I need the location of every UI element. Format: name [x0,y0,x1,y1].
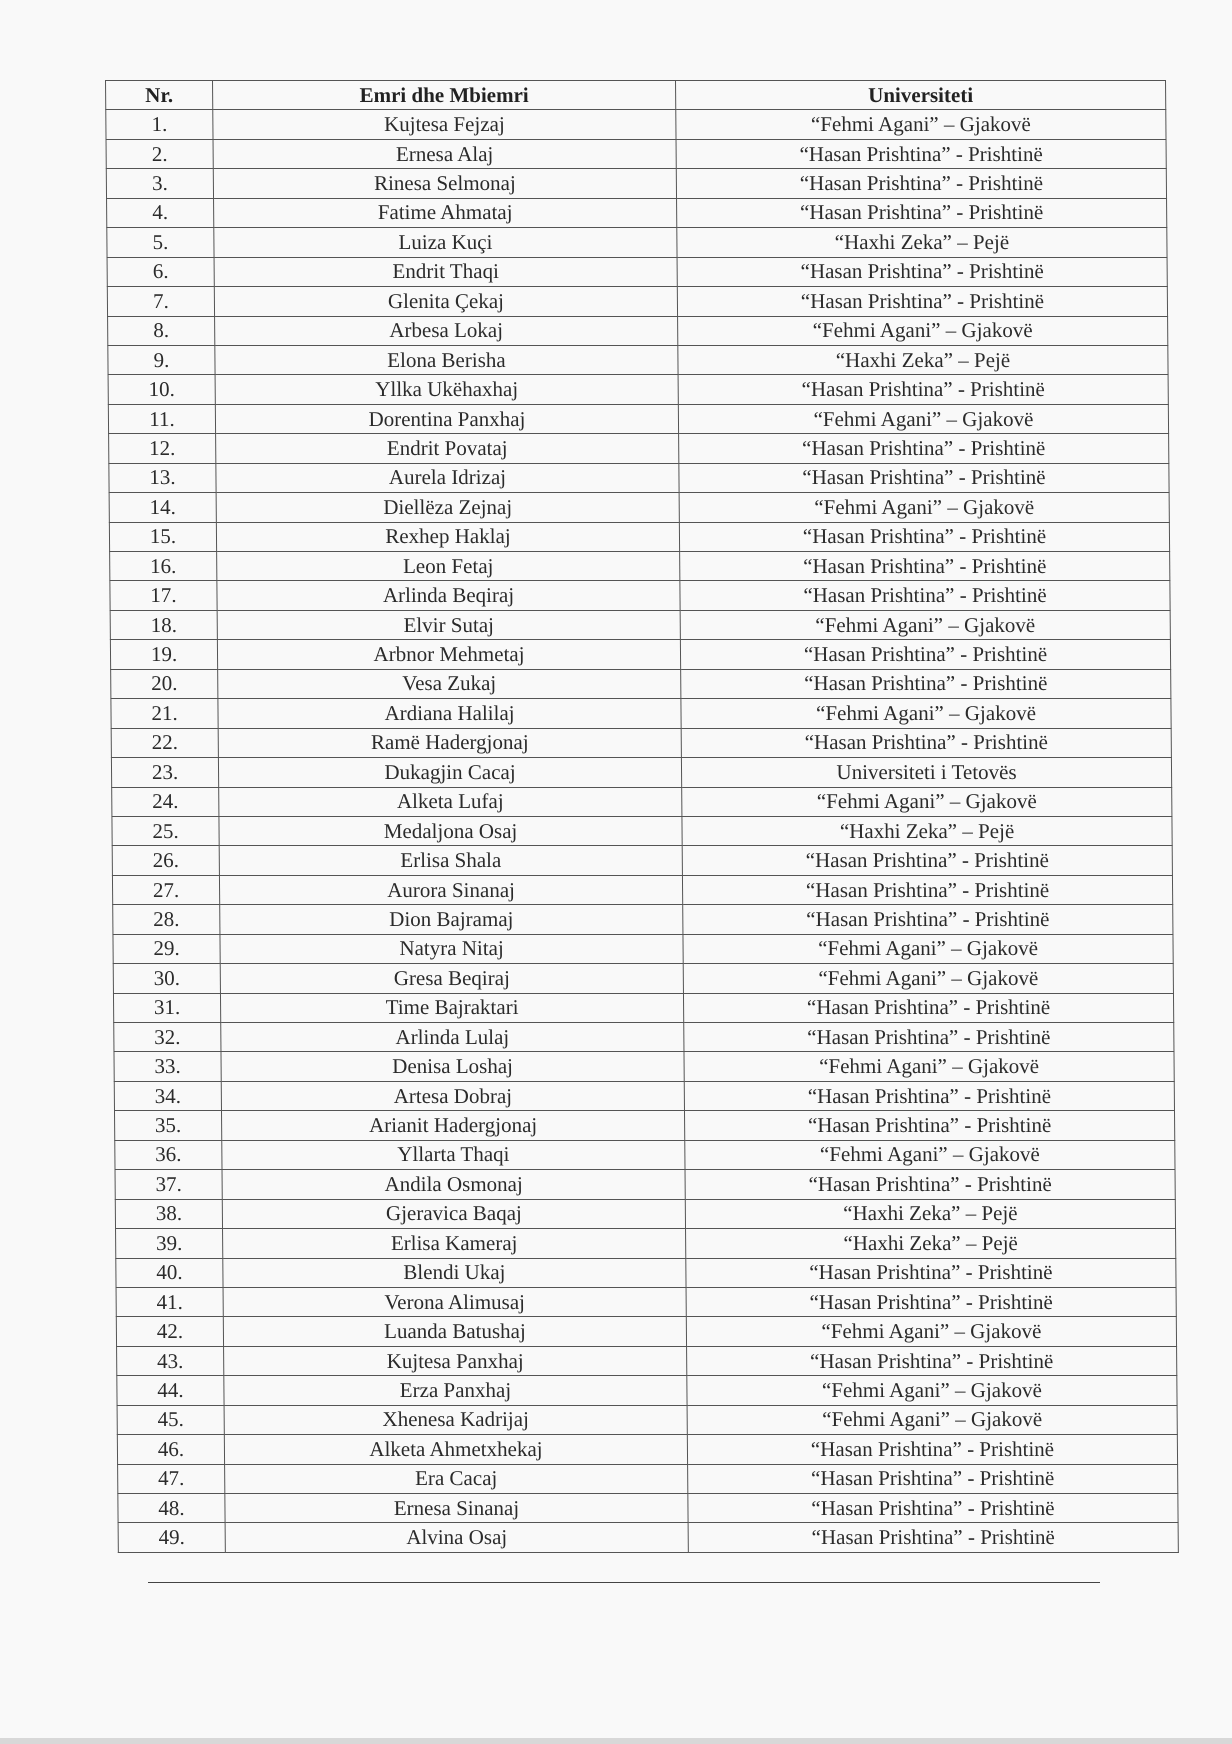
table-row [107,257,1167,286]
table-row [114,1111,1174,1140]
university-name: “Fehmi Agani” – Gjakovë [678,404,1168,433]
table-row [108,375,1168,404]
table-row [114,1081,1174,1110]
table-row [109,463,1169,492]
table-row [113,964,1173,993]
university-name: “Fehmi Agani” – Gjakovë [679,493,1169,522]
row-number: 31. [113,993,220,1022]
student-name: Dukagjin Cacaj [218,758,681,787]
row-number: 23. [111,758,218,787]
table-row [116,1258,1176,1287]
row-number: 34. [114,1081,221,1110]
student-name: Arianit Hadergjonaj [221,1111,684,1140]
university-name: “Hasan Prishtina” - Prishtinë [677,257,1167,286]
row-number: 27. [112,875,219,904]
row-number: 43. [117,1346,224,1375]
university-name: “Hasan Prishtina” - Prishtinë [679,434,1169,463]
table-row [112,816,1172,845]
table-row [106,110,1166,139]
row-number: 38. [115,1199,222,1228]
table-row [110,581,1170,610]
student-name: Denisa Loshaj [221,1052,684,1081]
row-number: 8. [108,316,215,345]
student-name: Erlisa Kameraj [223,1229,686,1258]
row-number: 10. [108,375,215,404]
row-number: 3. [106,169,213,198]
university-name: “Fehmi Agani” – Gjakovë [683,964,1173,993]
header-university: Universiteti [676,81,1166,110]
row-number: 33. [114,1052,221,1081]
row-number: 30. [113,964,220,993]
student-name: Alketa Ahmetxhekaj [224,1435,687,1464]
student-list-table [105,80,1179,1553]
student-name: Yllka Ukëhaxhaj [215,375,678,404]
university-name: “Hasan Prishtina” - Prishtinë [688,1523,1178,1552]
university-name: “Hasan Prishtina” - Prishtinë [688,1494,1178,1523]
row-number: 9. [108,345,215,374]
university-name: “Hasan Prishtina” - Prishtinë [686,1287,1176,1316]
student-name: Elvir Sutaj [217,610,680,639]
table-row [116,1229,1176,1258]
table-row [108,345,1168,374]
university-name: “Hasan Prishtina” - Prishtinë [684,1081,1174,1110]
university-name: “Fehmi Agani” – Gjakovë [676,110,1166,139]
table-row [113,993,1173,1022]
university-name: “Fehmi Agani” – Gjakovë [683,934,1173,963]
student-name: Glenita Çekaj [214,287,677,316]
student-name: Natyra Nitaj [220,934,683,963]
table-row [108,316,1168,345]
university-name: “Haxhi Zeka” – Pejë [677,228,1167,257]
row-number: 36. [115,1140,222,1169]
university-name: “Fehmi Agani” – Gjakovë [678,316,1168,345]
table-row [117,1376,1177,1405]
table-row [106,139,1166,168]
table-row [107,228,1167,257]
table-row [110,640,1170,669]
table-row [118,1464,1178,1493]
student-name: Rinesa Selmonaj [213,169,676,198]
row-number: 2. [106,139,213,168]
university-name: “Hasan Prishtina” - Prishtinë [687,1435,1177,1464]
row-number: 4. [107,198,214,227]
table-row [116,1317,1176,1346]
student-name: Leon Fetaj [217,552,680,581]
university-name: “Hasan Prishtina” - Prishtinë [680,581,1170,610]
table-body [106,110,1179,1552]
row-number: 14. [109,493,216,522]
student-name: Ernesa Alaj [213,139,676,168]
row-number: 25. [112,816,219,845]
university-name: “Hasan Prishtina” - Prishtinë [677,287,1167,316]
university-name: “Haxhi Zeka” – Pejë [685,1199,1175,1228]
table-row [116,1287,1176,1316]
student-name: Xhenesa Kadrijaj [224,1405,687,1434]
table-row [115,1199,1175,1228]
row-number: 42. [116,1317,223,1346]
row-number: 20. [111,669,218,698]
row-number: 17. [110,581,217,610]
student-name: Rexhep Haklaj [216,522,679,551]
row-number: 37. [115,1170,222,1199]
student-name: Aurora Sinanaj [219,875,682,904]
table-row [118,1494,1178,1523]
student-name: Blendi Ukaj [223,1258,686,1287]
university-name: “Hasan Prishtina” - Prishtinë [676,139,1166,168]
row-number: 1. [106,110,213,139]
table-row [106,169,1166,198]
row-number: 6. [107,257,214,286]
row-number: 21. [111,699,218,728]
table-row [117,1346,1177,1375]
row-number: 24. [112,787,219,816]
table-row [112,875,1172,904]
row-number: 16. [110,552,217,581]
university-name: “Hasan Prishtina” - Prishtinë [679,463,1169,492]
table-row [109,493,1169,522]
header-nr: Nr. [106,81,213,110]
row-number: 48. [118,1494,225,1523]
row-number: 28. [113,905,220,934]
row-number: 32. [114,1023,221,1052]
university-name: “Haxhi Zeka” – Pejë [678,345,1168,374]
row-number: 44. [117,1376,224,1405]
university-name: “Hasan Prishtina” - Prishtinë [678,375,1168,404]
student-name: Arbesa Lokaj [215,316,678,345]
student-name: Yllarta Thaqi [222,1140,685,1169]
university-name: “Haxhi Zeka” – Pejë [682,816,1172,845]
student-name: Arlinda Beqiraj [217,581,680,610]
university-name: “Hasan Prishtina” - Prishtinë [683,905,1173,934]
university-name: Universiteti i Tetovës [681,758,1171,787]
header-row [106,81,1166,110]
row-number: 47. [118,1464,225,1493]
university-name: “Haxhi Zeka” – Pejë [686,1229,1176,1258]
student-name: Aurela Idrizaj [216,463,679,492]
university-name: “Fehmi Agani” – Gjakovë [687,1405,1177,1434]
table-row [115,1140,1175,1169]
table-row [111,699,1171,728]
student-name: Ardiana Halilaj [218,699,681,728]
student-name: Luanda Batushaj [223,1317,686,1346]
table-row [111,758,1171,787]
university-name: “Fehmi Agani” – Gjakovë [680,610,1170,639]
row-number: 18. [110,610,217,639]
university-name: “Hasan Prishtina” - Prishtinë [680,640,1170,669]
student-name: Diellëza Zejnaj [216,493,679,522]
row-number: 29. [113,934,220,963]
row-number: 15. [109,522,216,551]
row-number: 46. [117,1435,224,1464]
student-name: Time Bajraktari [220,993,683,1022]
table-row [115,1170,1175,1199]
university-name: “Hasan Prishtina” - Prishtinë [688,1464,1178,1493]
university-name: “Hasan Prishtina” - Prishtinë [682,875,1172,904]
student-name: Fatime Ahmataj [214,198,677,227]
student-name: Arlinda Lulaj [221,1023,684,1052]
row-number: 26. [112,846,219,875]
student-name: Erlisa Shala [219,846,682,875]
student-name: Medaljona Osaj [219,816,682,845]
university-name: “Hasan Prishtina” - Prishtinë [676,169,1166,198]
student-name: Alketa Lufaj [219,787,682,816]
university-name: “Hasan Prishtina” - Prishtinë [684,1023,1174,1052]
university-name: “Hasan Prishtina” - Prishtinë [684,1111,1174,1140]
table-header [106,81,1166,110]
university-name: “Hasan Prishtina” - Prishtinë [680,552,1170,581]
table-row [114,1052,1174,1081]
student-name: Arbnor Mehmetaj [217,640,680,669]
university-name: “Hasan Prishtina” - Prishtinë [683,993,1173,1022]
table-row [113,905,1173,934]
row-number: 19. [110,640,217,669]
student-name: Kujtesa Panxhaj [224,1346,687,1375]
student-name: Gjeravica Baqaj [222,1199,685,1228]
row-number: 12. [109,434,216,463]
header-name: Emri dhe Mbiemri [213,81,676,110]
university-name: “Hasan Prishtina” - Prishtinë [681,728,1171,757]
university-name: “Fehmi Agani” – Gjakovë [682,787,1172,816]
student-name: Kujtesa Fejzaj [213,110,676,139]
bottom-divider [148,1582,1100,1583]
university-name: “Hasan Prishtina” - Prishtinë [677,198,1167,227]
student-name: Elona Berisha [215,345,678,374]
table-row [112,846,1172,875]
table-row [108,404,1168,433]
student-name: Andila Osmonaj [222,1170,685,1199]
student-name: Ramë Hadergjonaj [218,728,681,757]
table-row [110,552,1170,581]
student-name: Alvina Osaj [225,1523,688,1552]
student-name: Erza Panxhaj [224,1376,687,1405]
table-row [112,787,1172,816]
table-row [109,434,1169,463]
student-name: Luiza Kuçi [214,228,677,257]
row-number: 40. [116,1258,223,1287]
table-row [118,1523,1178,1552]
student-name: Artesa Dobraj [221,1081,684,1110]
row-number: 45. [117,1405,224,1434]
student-name: Gresa Beqiraj [220,964,683,993]
student-name: Dorentina Panxhaj [215,404,678,433]
table-row [110,610,1170,639]
student-name: Ernesa Sinanaj [225,1494,688,1523]
table-row [117,1435,1177,1464]
row-number: 13. [109,463,216,492]
university-name: “Fehmi Agani” – Gjakovë [681,699,1171,728]
student-name: Verona Alimusaj [223,1287,686,1316]
university-name: “Fehmi Agani” – Gjakovë [686,1317,1176,1346]
university-name: “Fehmi Agani” – Gjakovë [685,1140,1175,1169]
table-row [107,198,1167,227]
university-name: “Fehmi Agani” – Gjakovë [684,1052,1174,1081]
table-row [113,934,1173,963]
row-number: 39. [116,1229,223,1258]
row-number: 22. [111,728,218,757]
row-number: 49. [118,1523,225,1552]
row-number: 11. [108,404,215,433]
university-name: “Fehmi Agani” – Gjakovë [687,1376,1177,1405]
university-name: “Hasan Prishtina” - Prishtinë [687,1346,1177,1375]
student-name: Era Cacaj [225,1464,688,1493]
student-name: Endrit Povataj [216,434,679,463]
row-number: 7. [107,287,214,316]
table-row [114,1023,1174,1052]
row-number: 35. [114,1111,221,1140]
university-name: “Hasan Prishtina” - Prishtinë [686,1258,1176,1287]
table-row [109,522,1169,551]
table-row [111,728,1171,757]
row-number: 41. [116,1287,223,1316]
university-name: “Hasan Prishtina” - Prishtinë [679,522,1169,551]
student-name: Dion Bajramaj [220,905,683,934]
university-name: “Hasan Prishtina” - Prishtinë [681,669,1171,698]
university-name: “Hasan Prishtina” - Prishtinë [685,1170,1175,1199]
table-row [117,1405,1177,1434]
student-name: Vesa Zukaj [218,669,681,698]
scan-edge [0,1738,1232,1744]
student-name: Endrit Thaqi [214,257,677,286]
table-row [111,669,1171,698]
university-name: “Hasan Prishtina” - Prishtinë [682,846,1172,875]
row-number: 5. [107,228,214,257]
table-row [107,287,1167,316]
